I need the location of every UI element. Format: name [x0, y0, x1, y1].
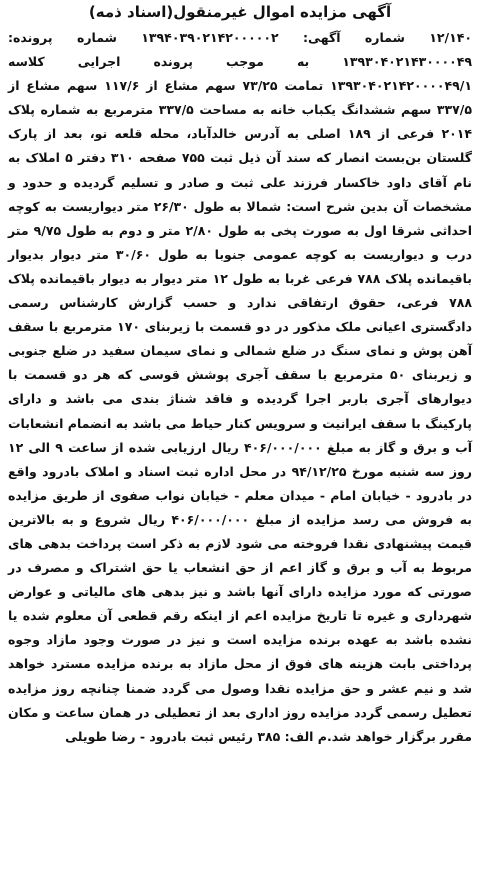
notice-body-text: ۱۲/۱۴۰ شماره آگهی: ۱۳۹۴۰۳۹۰۲۱۴۲۰۰۰۰۰۲ شماره پرونده: ۱۳۹۳۰۴۰۲۱۴۳۰۰۰۰۴۹ به موجب پرونده اجرایی کلاسه ۱۳۹۳۰۴۰۲۱۴۲۰۰۰۰۴۹/۱ تمامت ۷۳/۲۵ سهم مشاع از ۱۱۷/۶ سهم مشاع از ۳۳۷/۵ سهم ششدانگ یکباب خانه به مساحت ۳۳۷/۵ مترمربع به شماره پلاک ۲۰۱۴ فرعی از ۱۸۹ اصلی به آدرس خالدآباد، محله قلعه نو، بعد از پارک گلستان بن‌بست انصار که سند آن ذیل ثبت ۷۵۵ صفحه ۳۱۰ دفتر ۵ املاک به نام آقای داود خاکسار فرزند علی ثبت و صادر و تسلیم گردیده و حدود و مشخصات آن بدین شرح است: شمالا به طول ۲۶/۳۰ متر دیواریست به کوچه احداثی شرقا اول به صورت پخی به طول ۲/۸۰ متر و دوم به طول ۹/۷۵ متر درب و دیواریست به کوچه عمومی جنوبا به طول ۳۰/۶۰ متر دیوار بدیوار باقیمانده پلاک ۷۸۸ فرعی غربا به طول ۱۲ متر دیوار به دیوار باقیمانده پلاک ۷۸۸ فرعی، حقوق ارتفاقی ندارد و حسب گزارش کارشناس رسمی دادگستری اعیانی ملک مذکور در دو قسمت با زیربنای ۱۷۰ مترمربع با سقف آهن پوش و نمای سنگ در ضلع شمالی و نمای سیمان سفید در ضلع جنوبی و زیربنای ۵۰ مترمربع با سقف آجری پوشش قوسی که هر دو قسمت با دیوارهای آجری باربر اجرا گردیده و فاقد شناژ بندی می باشد و دارای پارکینگ با سقف ایرانیت و سرویس کنار حیاط می باشد به انضمام انشعابات آب و برق و گاز به مبلغ ۴۰۶/۰۰۰/۰۰۰ ریال ارزیابی شده از ساعت ۹ الی ۱۲ روز سه شنبه مورخ ۹۴/۱۲/۲۵ در محل اداره ثبت اسناد و املاک بادرود واقع در بادرود - خیابان امام - میدان معلم - خیابان نواب صفوی از طریق مزایده به فروش می رسد مزایده از مبلغ ۴۰۶/۰۰۰/۰۰۰ ریال شروع و به بالاترین قیمت پیشنهادی نقدا فروخته می شود لازم به ذکر است پرداخت بدهی های مربوط به آب و برق و گاز اعم از حق انشعاب یا حق اشتراک و مصرف در صورتی که مورد مزایده دارای آنها باشد و نیز بدهی های مالیاتی و عوارض شهرداری و غیره تا تاریخ مزایده اعم از اینکه رقم قطعی آن معلوم شده یا نشده باشد به عهده برنده مزایده است و نیز در صورت وجود مازاد وجوه پرداختی بابت هزینه های فوق از محل مازاد به برنده مزایده مسترد خواهد شد و نیم عشر و حق مزایده نقدا وصول می گردد ضمنا چنانچه روز مزایده تعطیل رسمی گردد مزایده روز اداری بعد از تعطیلی در همان ساعت و مکان مقرر برگزار خواهد شد.م الف: ۳۸۵ رئیس ثبت بادرود - رضا طویلی — [8, 30, 473, 744]
notice-body — [8, 26, 472, 749]
notice-title: آگهی مزایده اموال غیرمنقول(اسناد ذمه) — [88, 3, 392, 21]
